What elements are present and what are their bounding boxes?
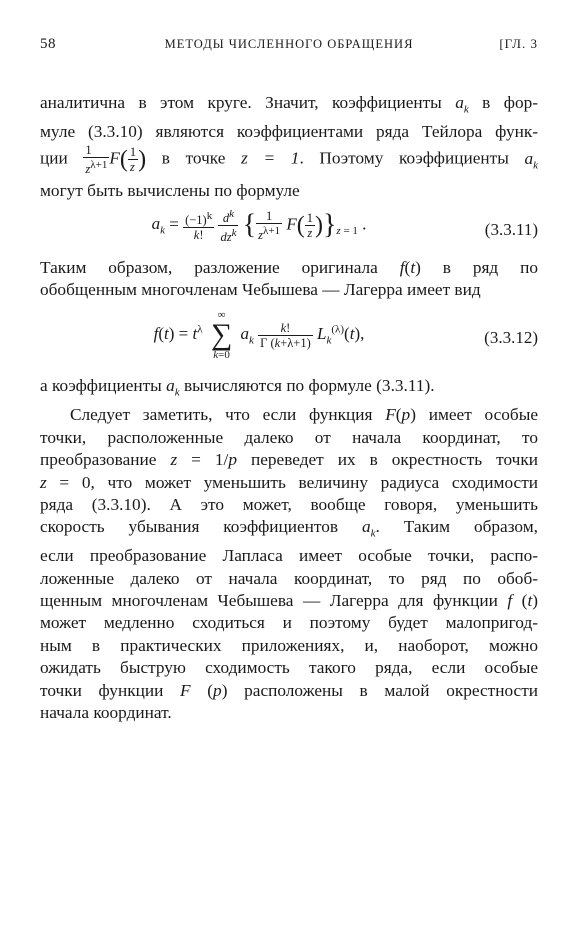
running-header: [40, 36, 538, 56]
text-line: обобщенным многочленам Чебышева — Лагерра имеет вид: [40, 280, 481, 300]
main-text: [40, 92, 538, 724]
text-line: а коэффициенты $a_k$ вычисляются по формуле (3.3.11).: [40, 376, 435, 399]
text-line: ным в практических приложениях, и, наоборот, можно: [40, 635, 538, 655]
text-line: точки функции F (p) расположены в малой окрестности: [40, 680, 539, 700]
text-line: точки, расположенные далеко от начала координат, то: [40, 427, 538, 447]
text-line: скорость убывания коэффициентов $a_k$. Таким образом,: [40, 517, 539, 540]
equation-number: (3.3.12): [484, 328, 538, 348]
fraction: $\frac{1}{z^{\lambda+1}}$: [85, 143, 108, 177]
text-line: ожидать быструю сходимость такого ряда, если особые: [40, 658, 538, 678]
text-line: щенным многочленам Чебышева — Лагерра для функции f (t): [40, 591, 539, 611]
text-line: могут быть вычислены по формуле: [40, 181, 300, 201]
running-title: МЕТОДЫ ЧИСЛЕННОГО ОБРАЩЕНИЯ: [164, 37, 414, 51]
fraction: $\frac{1}{z}$: [129, 145, 137, 175]
text-line: аналитична в этом круге. Значит, коэффициенты $a_k$ в фор-: [40, 93, 538, 116]
equation-body: $f(t) = t^\lambda$ ∞ ∑ k=0 $a_k$ $\frac{k!}{\Gamma (k+\lambda+1)}$ $L_k^{(\lambda)}(t)$,: [153, 309, 365, 362]
text-line: ряда (3.3.10). А это может, вообще говоря, уменьшить: [40, 494, 538, 514]
equation-number: (3.3.11): [484, 219, 538, 239]
text-line: начала координат.: [40, 703, 172, 723]
equation-3-3-12: [40, 305, 538, 371]
text-line: может медленно сходиться и поэтому будет малопригод-: [40, 613, 538, 633]
text-line: Следует заметить, что если функция F(p) имеет особые: [70, 405, 538, 425]
chapter-marker: [ГЛ. 3: [499, 36, 538, 51]
text-line: z = 0, что может уменьшить величину радиуса сходимости: [40, 472, 538, 492]
text-line: если преобразование Лапласа имеет особые точки, распо-: [40, 546, 538, 566]
equation-body: $a_k$ = $\frac{(-1)^k}{k!}$ $\frac{d^k}{dz^k}$ { $\frac{1}{z^{\lambda+1}}$ F( $\frac{1}{z}$ )}$_{z = 1}$ .: [151, 207, 367, 244]
text-line: Таким образом, разложение оригинала f(t) в ряд по: [40, 257, 538, 277]
text-line: ложенные далеко от начала координат, то ряд по обоб-: [40, 568, 538, 588]
equation-3-3-11: [40, 207, 538, 253]
text-line: ции $\frac{1}{z^{\lambda+1}}$ F( $\frac{1}{z}$ ) в точке z = 1. Поэтому коэффициенты $a_k$: [40, 143, 539, 177]
page-number: 58: [40, 36, 56, 52]
text-line: муле (3.3.10) являются коэффициентами ряда Тейлора функ-: [40, 121, 538, 141]
text-line: преобразование z = 1/p переведет их в окрестность точки: [40, 450, 538, 470]
book-page: [40, 36, 538, 724]
